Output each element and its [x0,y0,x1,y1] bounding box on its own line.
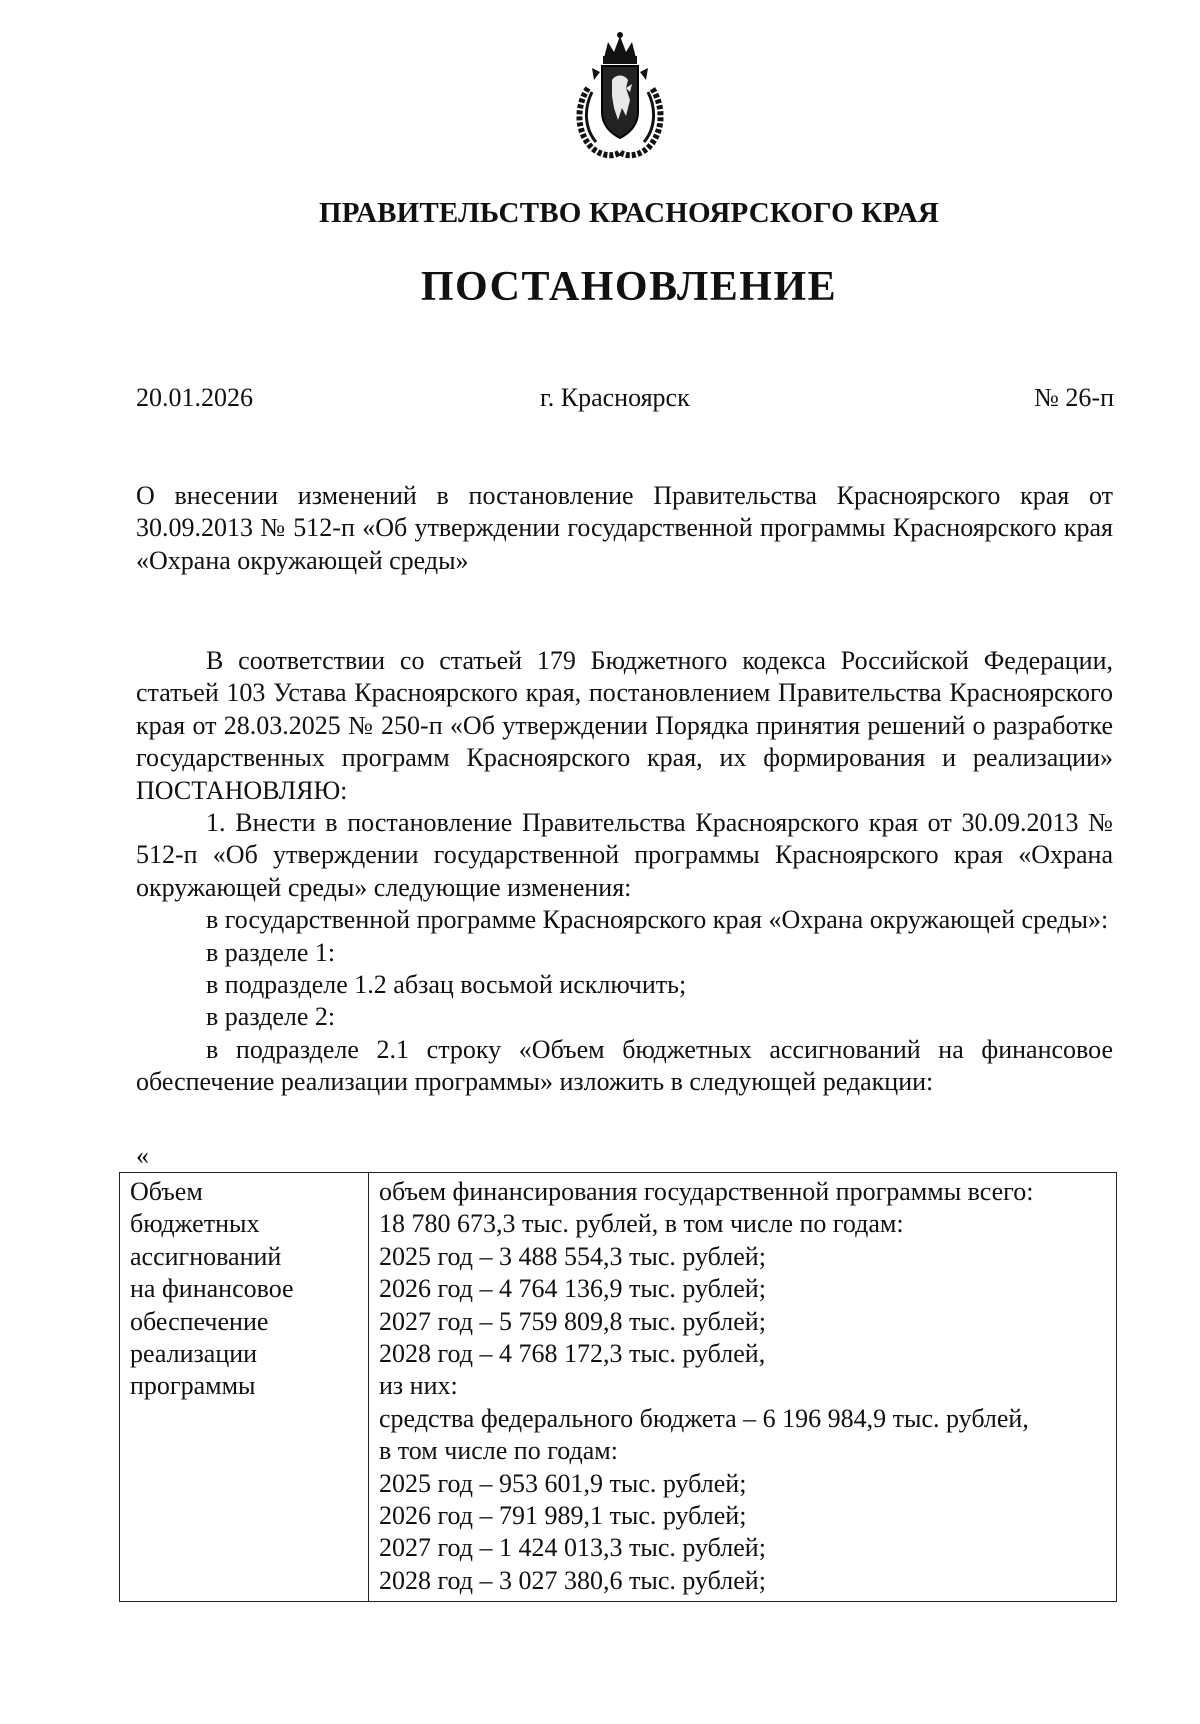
opening-quote: « [136,1141,149,1170]
document-body [136,645,1113,1099]
preamble-paragraph: В соответствии со статьей 179 Бюджетного кодекса Российской Федерации, статьей 103 Устава Красноярского края, постановлением Правительства Красноярского края от 28.03.2025 № 250-п «Об утверждении Порядка принятия решений о разработке государственных программ Красноярского края, их формирования и реализации» ПОСТАНОВЛЯЮ: [136,646,1113,805]
value-line: 2028 год – 3 027 380,6 тыс. рублей; [379,1565,766,1595]
value-line: в том числе по годам: [379,1436,618,1466]
value-line: 2028 год – 4 768 172,3 тыс. рублей, [379,1339,766,1369]
value-line: 2027 год – 5 759 809,8 тыс. рублей; [379,1306,766,1336]
section-2-paragraph: в разделе 2: [206,1002,336,1032]
label-line: обеспечение [130,1306,269,1336]
document-subject: О внесении изменений в постановление Правительства Красноярского края от 30.09.2013 № 512-п «Об утверждении государственной программы Красноярского края «Охрана окружающей среды» [136,481,1113,575]
value-line: 2025 год – 953 601,9 тыс. рублей; [379,1468,747,1498]
label-line: программы [130,1371,256,1401]
value-line: из них: [379,1371,458,1401]
value-line: средства федерального бюджета – 6 196 984,9 тыс. рублей, [379,1403,1029,1433]
value-line: 2026 год – 4 764 136,9 тыс. рублей; [379,1274,766,1304]
document-city: г. Красноярск [540,383,690,412]
government-title: ПРАВИТЕЛЬСТВО КРАСНОЯРСКОГО КРАЯ [318,197,940,229]
value-line: 2025 год – 3 488 554,3 тыс. рублей; [379,1241,766,1271]
label-line: на финансовое [130,1274,294,1304]
label-line: бюджетных [130,1209,260,1239]
section-1-paragraph: в разделе 1: [206,937,336,967]
coat-of-arms-icon [570,28,670,162]
document-number: № 26-п [1034,383,1114,412]
subsection-1-2-paragraph: в подразделе 1.2 абзац восьмой исключить; [206,970,687,1000]
value-line: объем финансирования государственной программы всего: [379,1177,1034,1206]
financing-table [119,1172,1117,1602]
document-type: ПОСТАНОВЛЕНИЕ [420,264,838,310]
label-line: реализации [130,1339,258,1369]
document-date: 20.01.2026 [136,383,253,412]
value-line: 2026 год – 791 989,1 тыс. рублей; [379,1501,747,1531]
financing-value-cell [369,1173,1117,1602]
label-line: ассигнований [130,1241,282,1271]
label-line: Объем [130,1177,203,1206]
document-subject-block [136,480,1113,577]
program-paragraph: в государственной программе Красноярского края «Охрана окружающей среды»: [206,905,1109,935]
table-row [120,1173,1117,1602]
value-line: 18 780 673,3 тыс. рублей, в том числе по годам: [379,1209,904,1239]
subsection-2-1-paragraph: в подразделе 2.1 строку «Объем бюджетных ассигнований на финансовое обеспечение реализации программы» изложить в следующей редакции: [136,1034,1113,1097]
value-line: 2027 год – 1 424 013,3 тыс. рублей; [379,1533,766,1563]
item-1-paragraph: 1. Внести в постановление Правительства Красноярского края от 30.09.2013 № 512-п «Об утверждении государственной программы Красноярского края «Охрана окружающей среды» следующие изменения: [136,808,1113,902]
financing-label-cell [120,1173,369,1602]
